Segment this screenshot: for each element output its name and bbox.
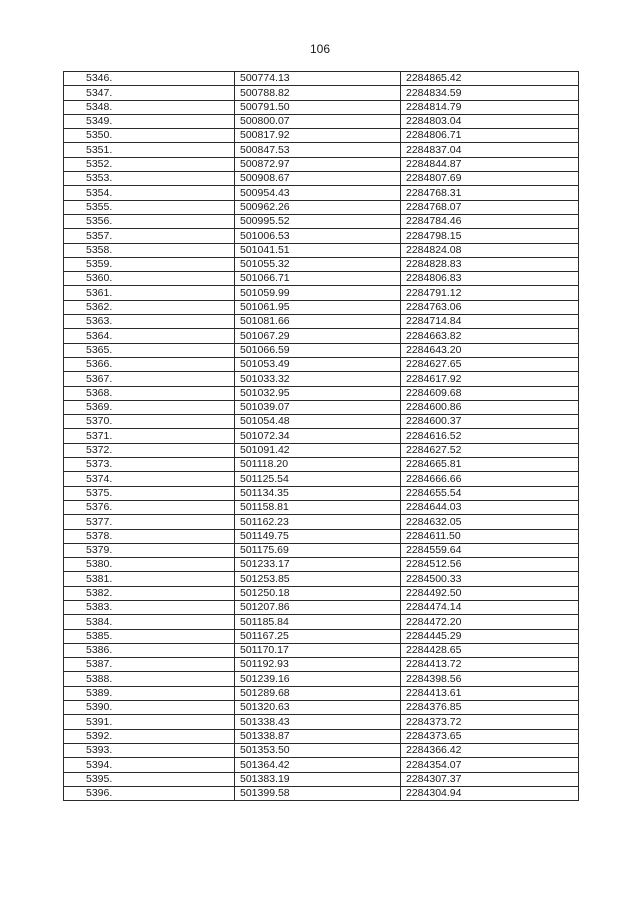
table-row — [64, 729, 579, 743]
point-number-cell: 5347. — [64, 86, 235, 100]
point-number-cell: 5394. — [64, 758, 235, 772]
x-coordinate-cell: 500995.52 — [235, 214, 401, 228]
coordinates-table-body — [64, 72, 579, 801]
x-coordinate-cell: 501134.35 — [235, 486, 401, 500]
table-row — [64, 443, 579, 457]
table-row — [64, 386, 579, 400]
x-coordinate-cell: 501041.51 — [235, 243, 401, 257]
table-row — [64, 529, 579, 543]
point-number-cell: 5382. — [64, 586, 235, 600]
coordinates-table — [63, 71, 579, 801]
table-row — [64, 415, 579, 429]
point-number-cell: 5362. — [64, 300, 235, 314]
point-number-cell: 5378. — [64, 529, 235, 543]
x-coordinate-cell: 501054.48 — [235, 415, 401, 429]
x-coordinate-cell: 501006.53 — [235, 229, 401, 243]
y-coordinate-cell: 2284768.07 — [401, 200, 579, 214]
y-coordinate-cell: 2284665.81 — [401, 458, 579, 472]
y-coordinate-cell: 2284616.52 — [401, 429, 579, 443]
table-row — [64, 400, 579, 414]
table-row — [64, 114, 579, 128]
y-coordinate-cell: 2284644.03 — [401, 500, 579, 514]
point-number-cell: 5375. — [64, 486, 235, 500]
x-coordinate-cell: 501118.20 — [235, 458, 401, 472]
table-row — [64, 357, 579, 371]
point-number-cell: 5348. — [64, 100, 235, 114]
point-number-cell: 5346. — [64, 72, 235, 86]
x-coordinate-cell: 500817.92 — [235, 129, 401, 143]
point-number-cell: 5383. — [64, 600, 235, 614]
point-number-cell: 5359. — [64, 257, 235, 271]
table-row — [64, 772, 579, 786]
x-coordinate-cell: 501192.93 — [235, 658, 401, 672]
y-coordinate-cell: 2284366.42 — [401, 743, 579, 757]
point-number-cell: 5379. — [64, 543, 235, 557]
y-coordinate-cell: 2284806.83 — [401, 272, 579, 286]
x-coordinate-cell: 500800.07 — [235, 114, 401, 128]
table-row — [64, 500, 579, 514]
y-coordinate-cell: 2284492.50 — [401, 586, 579, 600]
y-coordinate-cell: 2284500.33 — [401, 572, 579, 586]
point-number-cell: 5352. — [64, 157, 235, 171]
point-number-cell: 5374. — [64, 472, 235, 486]
x-coordinate-cell: 501399.58 — [235, 786, 401, 800]
point-number-cell: 5384. — [64, 615, 235, 629]
x-coordinate-cell: 500954.43 — [235, 186, 401, 200]
table-row — [64, 257, 579, 271]
y-coordinate-cell: 2284617.92 — [401, 372, 579, 386]
table-row — [64, 686, 579, 700]
y-coordinate-cell: 2284354.07 — [401, 758, 579, 772]
x-coordinate-cell: 501033.32 — [235, 372, 401, 386]
y-coordinate-cell: 2284373.72 — [401, 715, 579, 729]
point-number-cell: 5361. — [64, 286, 235, 300]
y-coordinate-cell: 2284472.20 — [401, 615, 579, 629]
x-coordinate-cell: 501162.23 — [235, 515, 401, 529]
y-coordinate-cell: 2284763.06 — [401, 300, 579, 314]
y-coordinate-cell: 2284666.66 — [401, 472, 579, 486]
y-coordinate-cell: 2284824.08 — [401, 243, 579, 257]
y-coordinate-cell: 2284600.37 — [401, 415, 579, 429]
y-coordinate-cell: 2284714.84 — [401, 315, 579, 329]
table-row — [64, 286, 579, 300]
point-number-cell: 5391. — [64, 715, 235, 729]
table-row — [64, 186, 579, 200]
point-number-cell: 5380. — [64, 558, 235, 572]
table-row — [64, 372, 579, 386]
x-coordinate-cell: 501207.86 — [235, 600, 401, 614]
point-number-cell: 5368. — [64, 386, 235, 400]
x-coordinate-cell: 501383.19 — [235, 772, 401, 786]
x-coordinate-cell: 501066.71 — [235, 272, 401, 286]
x-coordinate-cell: 501185.84 — [235, 615, 401, 629]
y-coordinate-cell: 2284807.69 — [401, 172, 579, 186]
point-number-cell: 5381. — [64, 572, 235, 586]
point-number-cell: 5386. — [64, 643, 235, 657]
y-coordinate-cell: 2284373.65 — [401, 729, 579, 743]
table-row — [64, 157, 579, 171]
y-coordinate-cell: 2284844.87 — [401, 157, 579, 171]
point-number-cell: 5395. — [64, 772, 235, 786]
y-coordinate-cell: 2284611.50 — [401, 529, 579, 543]
y-coordinate-cell: 2284784.46 — [401, 214, 579, 228]
point-number-cell: 5390. — [64, 701, 235, 715]
x-coordinate-cell: 501320.63 — [235, 701, 401, 715]
table-row — [64, 600, 579, 614]
table-row — [64, 343, 579, 357]
point-number-cell: 5392. — [64, 729, 235, 743]
point-number-cell: 5351. — [64, 143, 235, 157]
x-coordinate-cell: 501250.18 — [235, 586, 401, 600]
x-coordinate-cell: 501167.25 — [235, 629, 401, 643]
x-coordinate-cell: 501061.95 — [235, 300, 401, 314]
y-coordinate-cell: 2284600.86 — [401, 400, 579, 414]
x-coordinate-cell: 500872.97 — [235, 157, 401, 171]
table-row — [64, 200, 579, 214]
point-number-cell: 5360. — [64, 272, 235, 286]
x-coordinate-cell: 500774.13 — [235, 72, 401, 86]
point-number-cell: 5393. — [64, 743, 235, 757]
x-coordinate-cell: 500791.50 — [235, 100, 401, 114]
x-coordinate-cell: 501055.32 — [235, 257, 401, 271]
x-coordinate-cell: 501353.50 — [235, 743, 401, 757]
y-coordinate-cell: 2284791.12 — [401, 286, 579, 300]
point-number-cell: 5364. — [64, 329, 235, 343]
y-coordinate-cell: 2284798.15 — [401, 229, 579, 243]
y-coordinate-cell: 2284655.54 — [401, 486, 579, 500]
table-row — [64, 143, 579, 157]
x-coordinate-cell: 501233.17 — [235, 558, 401, 572]
x-coordinate-cell: 501072.34 — [235, 429, 401, 443]
y-coordinate-cell: 2284828.83 — [401, 257, 579, 271]
page-number: 106 — [309, 42, 331, 56]
table-row — [64, 329, 579, 343]
table-row — [64, 615, 579, 629]
table-row — [64, 243, 579, 257]
y-coordinate-cell: 2284413.72 — [401, 658, 579, 672]
point-number-cell: 5356. — [64, 214, 235, 228]
y-coordinate-cell: 2284865.42 — [401, 72, 579, 86]
x-coordinate-cell: 501149.75 — [235, 529, 401, 543]
y-coordinate-cell: 2284398.56 — [401, 672, 579, 686]
y-coordinate-cell: 2284428.65 — [401, 643, 579, 657]
x-coordinate-cell: 501067.29 — [235, 329, 401, 343]
y-coordinate-cell: 2284814.79 — [401, 100, 579, 114]
x-coordinate-cell: 500788.82 — [235, 86, 401, 100]
table-row — [64, 429, 579, 443]
point-number-cell: 5373. — [64, 458, 235, 472]
y-coordinate-cell: 2284632.05 — [401, 515, 579, 529]
table-row — [64, 558, 579, 572]
y-coordinate-cell: 2284413.61 — [401, 686, 579, 700]
point-number-cell: 5387. — [64, 658, 235, 672]
y-coordinate-cell: 2284474.14 — [401, 600, 579, 614]
table-row — [64, 100, 579, 114]
point-number-cell: 5349. — [64, 114, 235, 128]
table-row — [64, 715, 579, 729]
table-row — [64, 758, 579, 772]
table-row — [64, 300, 579, 314]
point-number-cell: 5377. — [64, 515, 235, 529]
table-row — [64, 572, 579, 586]
point-number-cell: 5357. — [64, 229, 235, 243]
point-number-cell: 5353. — [64, 172, 235, 186]
table-row — [64, 129, 579, 143]
point-number-cell: 5350. — [64, 129, 235, 143]
x-coordinate-cell: 501170.17 — [235, 643, 401, 657]
point-number-cell: 5372. — [64, 443, 235, 457]
table-row — [64, 172, 579, 186]
y-coordinate-cell: 2284643.20 — [401, 343, 579, 357]
y-coordinate-cell: 2284559.64 — [401, 543, 579, 557]
table-row — [64, 72, 579, 86]
x-coordinate-cell: 501175.69 — [235, 543, 401, 557]
point-number-cell: 5365. — [64, 343, 235, 357]
x-coordinate-cell: 501338.87 — [235, 729, 401, 743]
x-coordinate-cell: 501032.95 — [235, 386, 401, 400]
table-row — [64, 543, 579, 557]
x-coordinate-cell: 501289.68 — [235, 686, 401, 700]
y-coordinate-cell: 2284663.82 — [401, 329, 579, 343]
table-row — [64, 86, 579, 100]
point-number-cell: 5389. — [64, 686, 235, 700]
y-coordinate-cell: 2284803.04 — [401, 114, 579, 128]
table-row — [64, 229, 579, 243]
table-row — [64, 472, 579, 486]
point-number-cell: 5385. — [64, 629, 235, 643]
x-coordinate-cell: 501158.81 — [235, 500, 401, 514]
point-number-cell: 5376. — [64, 500, 235, 514]
y-coordinate-cell: 2284304.94 — [401, 786, 579, 800]
table-row — [64, 214, 579, 228]
x-coordinate-cell: 500962.26 — [235, 200, 401, 214]
table-row — [64, 643, 579, 657]
table-row — [64, 672, 579, 686]
table-row — [64, 458, 579, 472]
y-coordinate-cell: 2284376.85 — [401, 701, 579, 715]
x-coordinate-cell: 501239.16 — [235, 672, 401, 686]
y-coordinate-cell: 2284609.68 — [401, 386, 579, 400]
table-row — [64, 272, 579, 286]
table-row — [64, 586, 579, 600]
x-coordinate-cell: 501125.54 — [235, 472, 401, 486]
x-coordinate-cell: 501253.85 — [235, 572, 401, 586]
table-row — [64, 629, 579, 643]
x-coordinate-cell: 501081.66 — [235, 315, 401, 329]
y-coordinate-cell: 2284768.31 — [401, 186, 579, 200]
point-number-cell: 5366. — [64, 357, 235, 371]
y-coordinate-cell: 2284806.71 — [401, 129, 579, 143]
x-coordinate-cell: 501091.42 — [235, 443, 401, 457]
table-row — [64, 743, 579, 757]
y-coordinate-cell: 2284627.52 — [401, 443, 579, 457]
table-row — [64, 486, 579, 500]
point-number-cell: 5388. — [64, 672, 235, 686]
y-coordinate-cell: 2284627.65 — [401, 357, 579, 371]
table-row — [64, 515, 579, 529]
y-coordinate-cell: 2284834.59 — [401, 86, 579, 100]
point-number-cell: 5396. — [64, 786, 235, 800]
point-number-cell: 5363. — [64, 315, 235, 329]
point-number-cell: 5355. — [64, 200, 235, 214]
y-coordinate-cell: 2284512.56 — [401, 558, 579, 572]
point-number-cell: 5370. — [64, 415, 235, 429]
x-coordinate-cell: 501039.07 — [235, 400, 401, 414]
x-coordinate-cell: 501066.59 — [235, 343, 401, 357]
y-coordinate-cell: 2284307.37 — [401, 772, 579, 786]
point-number-cell: 5354. — [64, 186, 235, 200]
x-coordinate-cell: 501364.42 — [235, 758, 401, 772]
y-coordinate-cell: 2284445.29 — [401, 629, 579, 643]
point-number-cell: 5369. — [64, 400, 235, 414]
x-coordinate-cell: 501053.49 — [235, 357, 401, 371]
table-row — [64, 701, 579, 715]
x-coordinate-cell: 500847.53 — [235, 143, 401, 157]
x-coordinate-cell: 501059.99 — [235, 286, 401, 300]
point-number-cell: 5367. — [64, 372, 235, 386]
x-coordinate-cell: 500908.67 — [235, 172, 401, 186]
table-row — [64, 658, 579, 672]
y-coordinate-cell: 2284837.04 — [401, 143, 579, 157]
x-coordinate-cell: 501338.43 — [235, 715, 401, 729]
point-number-cell: 5358. — [64, 243, 235, 257]
table-row — [64, 315, 579, 329]
point-number-cell: 5371. — [64, 429, 235, 443]
table-row — [64, 786, 579, 800]
